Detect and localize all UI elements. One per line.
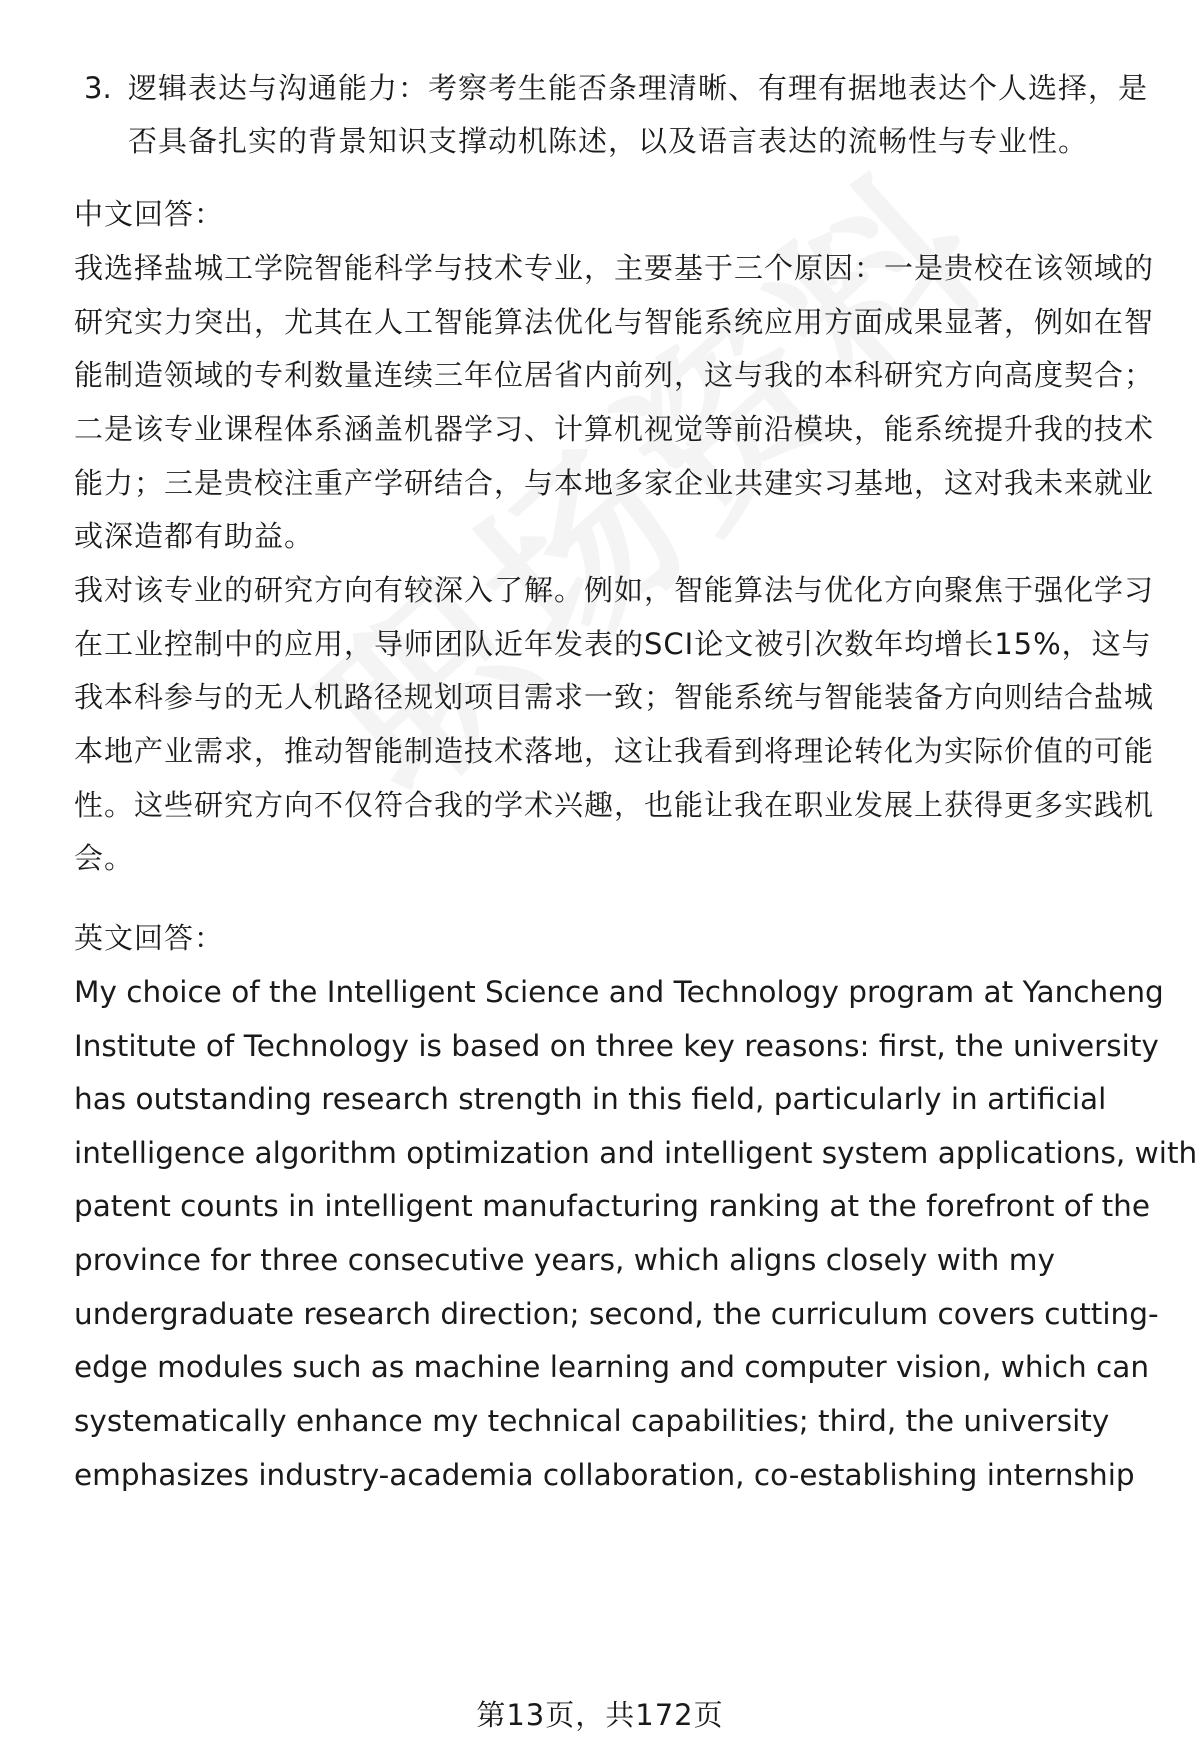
chinese-answer-heading: 中文回答： xyxy=(74,197,225,231)
chinese-answer-line: 会。 xyxy=(74,841,135,875)
english-answer-line: has outstanding research strength in this field, particularly in artificial xyxy=(74,1082,1107,1116)
chinese-answer-line: 或深造都有助益。 xyxy=(74,519,315,553)
english-answer-line: edge modules such as machine learning and computer vision, which can xyxy=(74,1350,1150,1384)
chinese-answer-line: 我本科参与的无人机路径规划项目需求一致；智能系统与智能装备方向则结合盐城 xyxy=(74,680,1155,714)
list-number: 3. xyxy=(84,71,112,105)
chinese-answer-line: 本地产业需求，推动智能制造技术落地，这让我看到将理论转化为实际价值的可能 xyxy=(74,734,1155,768)
list-item-line: 逻辑表达与沟通能力：考察考生能否条理清晰、有理有据地表达个人选择，是 xyxy=(128,71,1149,105)
chinese-answer-line: 在工业控制中的应用，导师团队近年发表的SCI论文被引次数年均增长15%，这与 xyxy=(74,627,1152,661)
english-answer-line: patent counts in intelligent manufacturing ranking at the forefront of the xyxy=(74,1189,1151,1223)
chinese-answer-line: 性。这些研究方向不仅符合我的学术兴趣，也能让我在职业发展上获得更多实践机 xyxy=(74,788,1155,822)
english-answer-line: province for three consecutive years, which aligns closely with my xyxy=(74,1243,1055,1277)
english-answer-line: undergraduate research direction; second, the curriculum covers cutting- xyxy=(74,1297,1159,1331)
page-number-footer: 第13页，共172页 xyxy=(476,1698,724,1732)
english-answer-heading: 英文回答： xyxy=(74,921,225,955)
chinese-answer-line: 我对该专业的研究方向有较深入了解。例如，智能算法与优化方向聚焦于强化学习 xyxy=(74,573,1155,607)
english-answer-line: intelligence algorithm optimization and intelligent system applications, with xyxy=(74,1136,1198,1170)
chinese-answer-line: 二是该专业课程体系涵盖机器学习、计算机视觉等前沿模块，能系统提升我的技术 xyxy=(74,412,1155,446)
english-answer-line: systematically enhance my technical capabilities; third, the university xyxy=(74,1404,1110,1438)
chinese-answer-line: 能制造领域的专利数量连续三年位居省内前列，这与我的本科研究方向高度契合； xyxy=(74,358,1155,392)
list-item-line: 否具备扎实的背景知识支撑动机陈述，以及语言表达的流畅性与专业性。 xyxy=(128,124,1089,158)
english-answer-line: emphasizes industry-academia collaboration, co-establishing internship xyxy=(74,1458,1135,1492)
english-answer-line: My choice of the Intelligent Science and Technology program at Yancheng xyxy=(74,975,1164,1009)
chinese-answer-line: 我选择盐城工学院智能科学与技术专业，主要基于三个原因：一是贵校在该领域的 xyxy=(74,251,1155,285)
chinese-answer-line: 研究实力突出，尤其在人工智能算法优化与智能系统应用方面成果显著，例如在智 xyxy=(74,305,1155,339)
chinese-answer-line: 能力；三是贵校注重产学研结合，与本地多家企业共建实习基地，这对我未来就业 xyxy=(74,466,1155,500)
english-answer-line: Institute of Technology is based on three key reasons: first, the university xyxy=(74,1029,1159,1063)
